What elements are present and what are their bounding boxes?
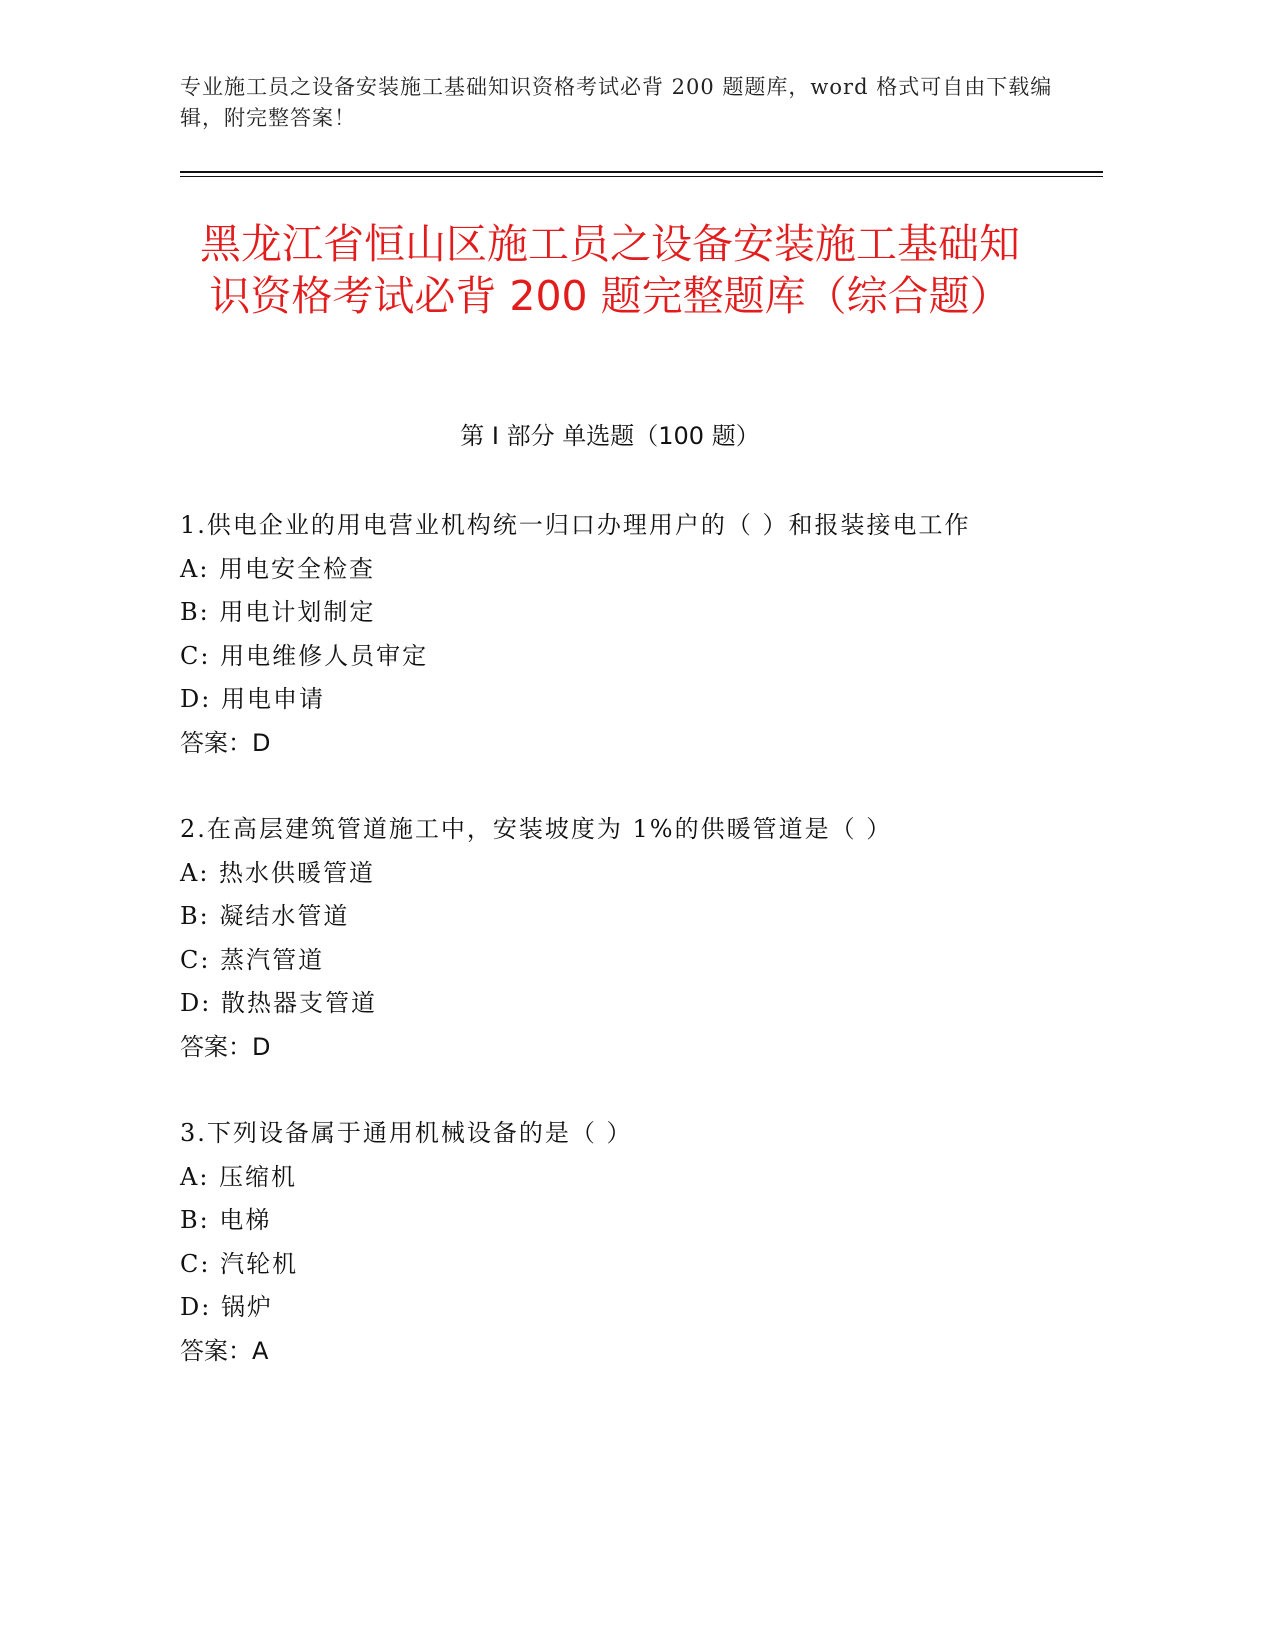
option-b: B: 用电计划制定 xyxy=(180,598,376,626)
question-text: 3.下列设备属于通用机械设备的是（ ） xyxy=(180,1119,633,1147)
option-d: D: 用电申请 xyxy=(180,685,325,713)
question-3 xyxy=(180,1112,1060,1373)
header-divider-thick xyxy=(180,171,1103,173)
question-text: 2.在高层建筑管道施工中，安装坡度为 1%的供暖管道是（ ） xyxy=(180,815,893,843)
document-title: 黑龙江省恒山区施工员之设备安装施工基础知识资格考试必背 200 题完整题库（综合题） xyxy=(200,220,1020,320)
option-a: A: 压缩机 xyxy=(180,1162,298,1191)
answer: 答案：D xyxy=(180,728,271,757)
question-2 xyxy=(180,808,1060,1069)
option-b: B: 凝结水管道 xyxy=(180,902,350,930)
answer: 答案：A xyxy=(180,1336,269,1365)
section-title: 第 I 部分 单选题（100 题） xyxy=(460,422,760,450)
option-a: A: 用电安全检查 xyxy=(180,554,376,583)
option-d: D: 散热器支管道 xyxy=(180,989,377,1017)
option-b: B: 电梯 xyxy=(180,1206,272,1234)
option-c: C: 用电维修人员审定 xyxy=(180,641,429,670)
answer: 答案：D xyxy=(180,1032,271,1061)
question-list xyxy=(180,504,1060,1416)
question-1 xyxy=(180,504,1060,765)
question-text: 1.供电企业的用电营业机构统一归口办理用户的（ ）和报装接电工作 xyxy=(180,511,971,539)
option-d: D: 锅炉 xyxy=(180,1293,273,1321)
header-note: 专业施工员之设备安装施工基础知识资格考试必背 200 题题库，word 格式可自由下载编辑，附完整答案！ xyxy=(180,75,1053,130)
option-c: C: 蒸汽管道 xyxy=(180,945,325,974)
header-divider-thin xyxy=(180,176,1103,177)
option-c: C: 汽轮机 xyxy=(180,1249,299,1278)
option-a: A: 热水供暖管道 xyxy=(180,858,376,887)
